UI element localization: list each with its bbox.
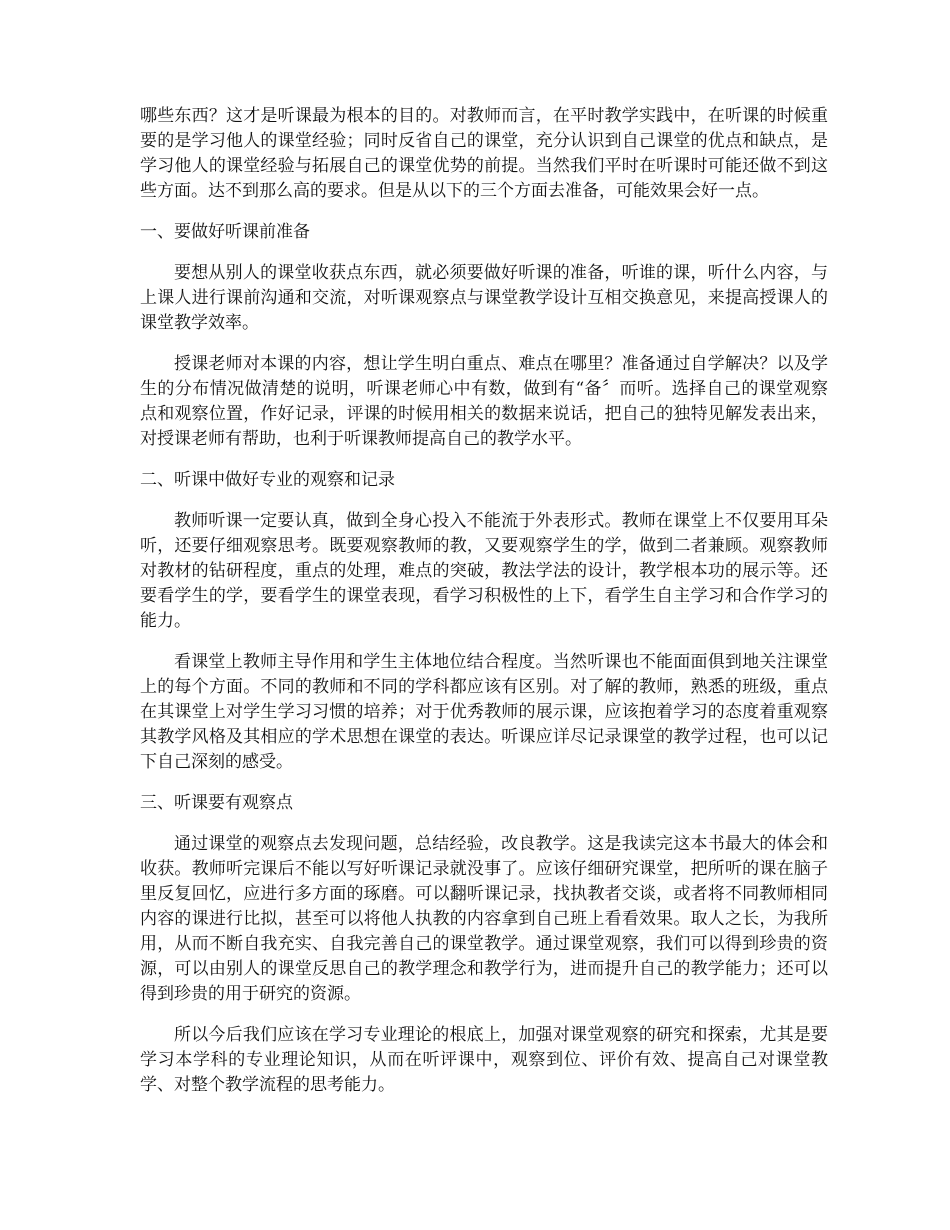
section-3-heading: 三、听课要有观察点 [140,793,293,813]
intro-paragraph: 哪些东西？这才是听课最为根本的目的。对教师而言，在平时教学实践中，在听课的时候重要的是学习他人的课堂经验；同时反省自己的课堂，充分认识到自己课堂的优点和缺点，是学习他人的课堂经验与拓展自己的课堂优势的前提。当然我们平时在听课时可能还做不到这些方面。达不到那么高的要求。但是从以下的三个方面去准备，可能效果会好一点。 [140,106,828,201]
section-1-paragraph-1: 要想从别人的课堂收获点东西，就必须要做好听课的准备，听谁的课，听什么内容，与上课人进行课前沟通和交流，对听课观察点与课堂教学设计互相交换意见，来提高授课人的课堂教学效率。 [140,263,828,333]
section-3-paragraph-1: 通过课堂的观察点去发现问题，总结经验，改良教学。这是我读完这本书最大的体会和收获。教师听完课后不能以写好听课记录就没事了。应该仔细研究课堂，把所听的课在脑子里反复回忆，应进行多方面的琢磨。可以翻听课记录，找执教者交谈，或者将不同教师相同内容的课进行比拟，甚至可以将他人执教的内容拿到自己班上看看效果。取人之长，为我所用，从而不断自我充实、自我完善自己的课堂教学。通过课堂观察，我们可以得到珍贵的资源，可以由别人的课堂反思自己的教学理念和教学行为，进而提升自己的教学能力；还可以得到珍贵的用于研究的资源。 [140,834,828,1004]
section-3-paragraph-2: 所以今后我们应该在学习专业理论的根底上，加强对课堂观察的研究和探索，尤其是要学习本学科的专业理论知识，从而在听评课中，观察到位、评价有效、提高自己对课堂教学、对整个教学流程的思考能力。 [140,1025,828,1095]
section-2-paragraph-1: 教师听课一定要认真，做到全身心投入不能流于外表形式。教师在课堂上不仅要用耳朵听，还要仔细观察思考。既要观察教师的教，又要观察学生的学，做到二者兼顾。观察教师对教材的钻研程度，重点的处理，难点的突破，教法学法的设计，教学根本功的展示等。还要看学生的学，要看学生的课堂表现，看学习积极性的上下，看学生自主学习和合作学习的能力。 [140,511,828,631]
section-1-paragraph-2: 授课老师对本课的内容，想让学生明白重点、难点在哪里？准备通过自学解决？以及学生的分布情况做清楚的说明，听课老师心中有数，做到有“备〞而听。选择自己的课堂观察点和观察位置，作好记录，评课的时候用相关的数据来说话，把自己的独特见解发表出来，对授课老师有帮助，也利于听课教师提高自己的教学水平。 [140,354,828,449]
section-2-heading: 二、听课中做好专业的观察和记录 [140,470,395,490]
document-page [140,104,828,1114]
section-1-heading: 一、要做好听课前准备 [140,222,310,242]
section-2-paragraph-2: 看课堂上教师主导作用和学生主体地位结合程度。当然听课也不能面面俱到地关注课堂上的每个方面。不同的教师和不同的学科都应该有区别。对了解的教师，熟悉的班级，重点在其课堂上对学生学习习惯的培养；对于优秀教师的展示课，应该抱着学习的态度着重观察其教学风格及其相应的学术思想在课堂的表达。听课应详尽记录课堂的教学过程，也可以记下自己深刻的感受。 [140,652,828,772]
